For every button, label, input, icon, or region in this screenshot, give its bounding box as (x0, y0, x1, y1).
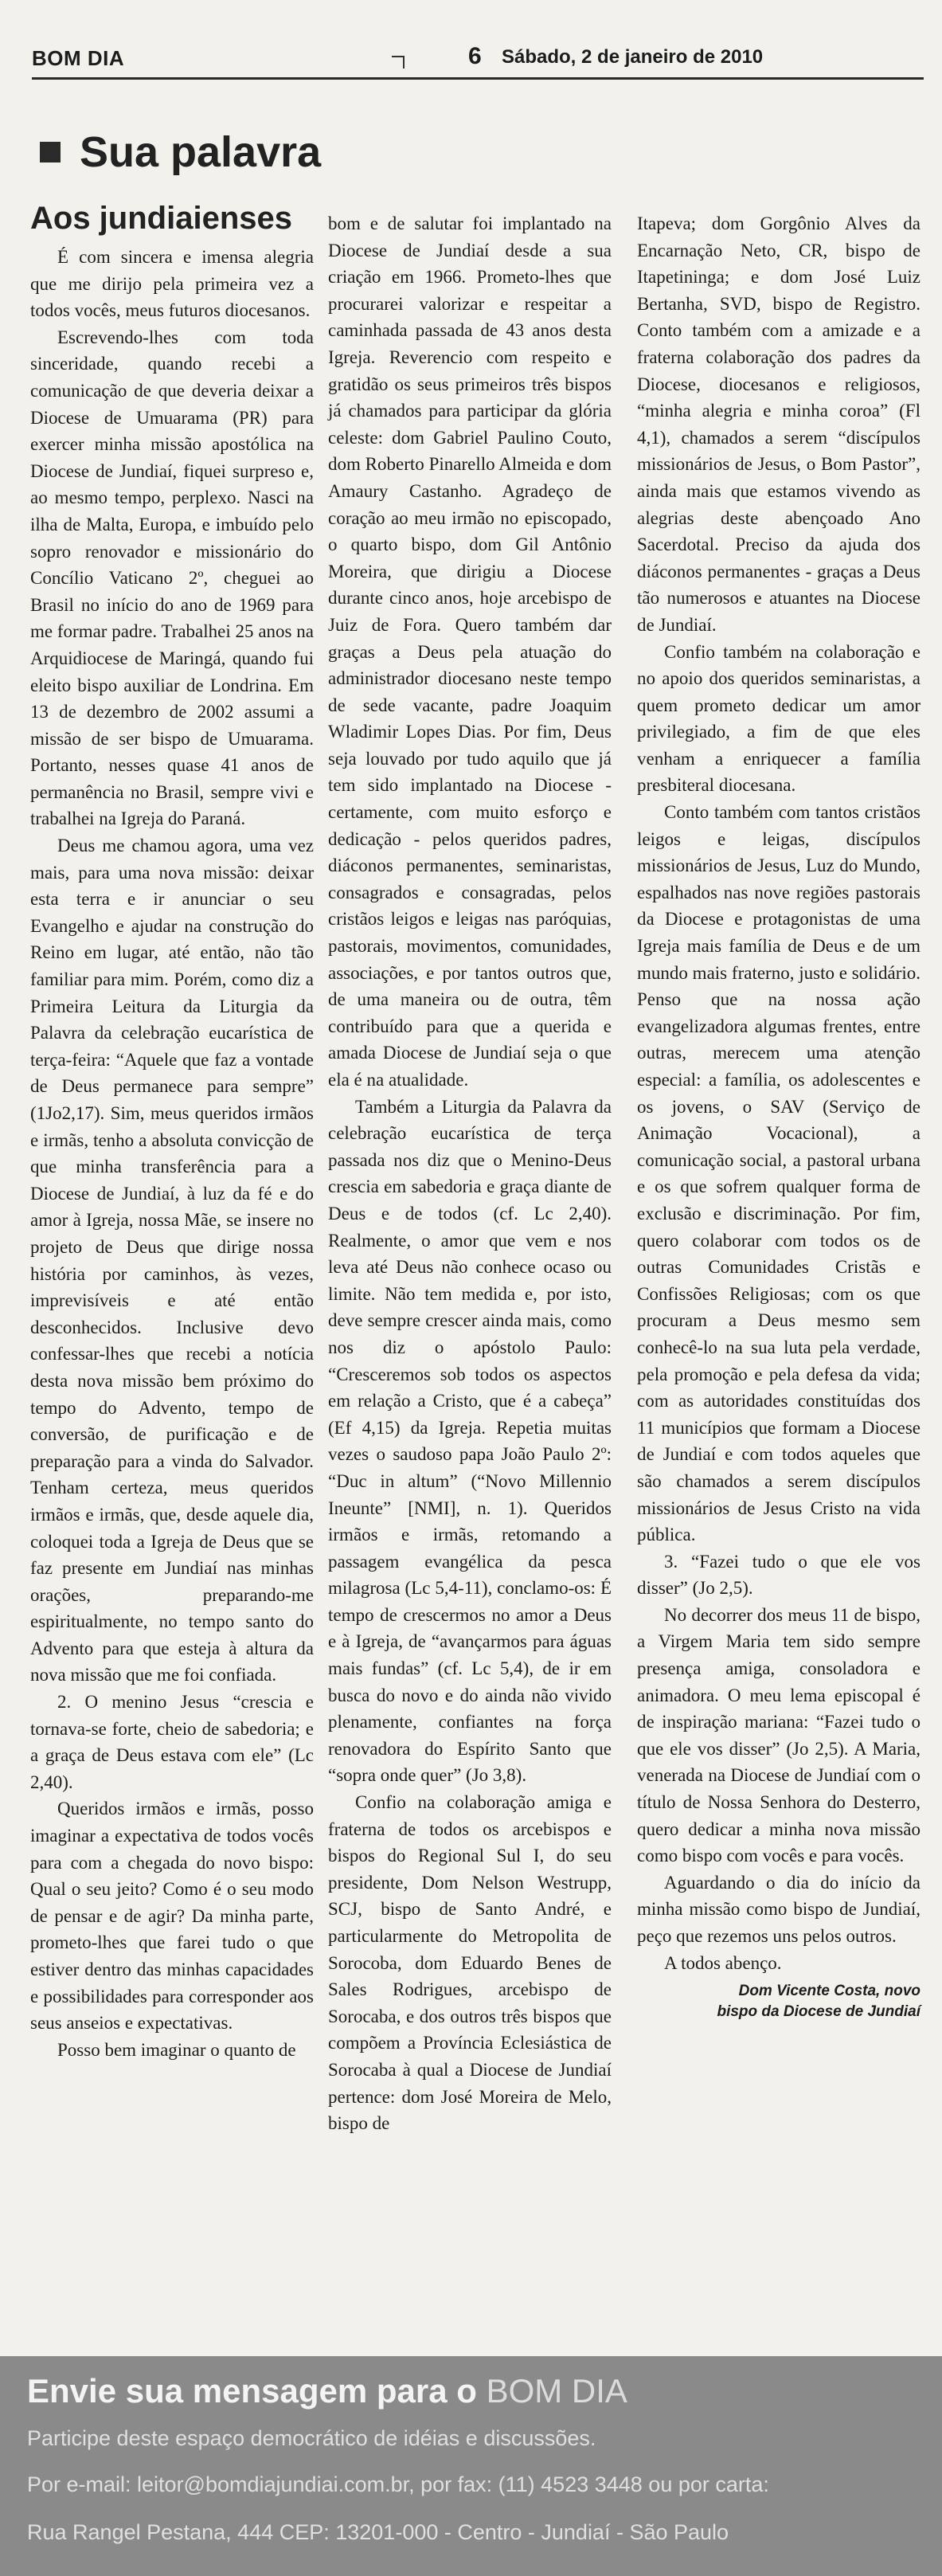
page-number: 6 (468, 43, 482, 69)
banner-contact-line: Por e-mail: leitor@bomdiajundiai.com.br, por fax: (11) 4523 3448 ou por carta: (27, 2472, 769, 2496)
page-header (32, 35, 924, 80)
paragraph: Queridos irmãos e irmãs, posso imaginar a expectativa de todos vocês para com a chegada do novo bispo: Qual o seu jeito? Como é o seu modo de pensar e de agir? Da minha parte, prometo-lhes que farei tudo o que estiver dentro das minhas capacidades e possibilidades para corresponder aos seus anseios e expectativas. (30, 1799, 314, 2034)
paragraph: Confio também na colaboração e no apoio dos queridos seminaristas, a quem prometo dedicar um amor privilegiado, a fim de que eles venham a enriquecer a família presbiteral diocesana. (637, 641, 921, 796)
paragraph: Escrevendo-lhes com toda sinceridade, quando recebi a comunicação de que deveria deixar a Diocese de Umuarama (PR) para exercer minha missão apostólica na Diocese de Jundiaí, fiquei surpreso e, ao mesmo tempo, perplexo. Nasci na ilha de Malta, Europa, e imbuído pelo sopro renovador e missionário do Concílio Vaticano 2º, cheguei ao Brasil no início do ano de 1969 para me formar padre. Trabalhei 25 anos na Arquidiocese de Maringá, quando fui eleito bispo auxiliar de Londrina. Em 13 de dezembro de 2002 assumi a missão de ser bispo de Umuarama. Portanto, nesses quase 41 anos de permanência no Brasil, sempre vivi e trabalhei na Igreja do Paraná. (30, 327, 314, 829)
issue-date: Sábado, 2 de janeiro de 2010 (502, 46, 764, 68)
paragraph: Deus me chamou agora, uma vez mais, para uma nova missão: deixar esta terra e ir anunciar o seu Evangelho e ajudar na construção do Reino em lugar, até então, não tão familiar para mim. Porém, como diz a Primeira Leitura da Liturgia da Palavra da celebração eucarística de terça-feira: “Aquele que faz a vontade de Deus permanece para sempre” (1Jo2,17). Sim, meus queridos irmãos e irmãs, tenho a absoluta convicção de que minha transferência para a Diocese de Jundiaí, à luz da fé e do amor à Igreja, nossa Mãe, se insere no projeto de Deus que dirige nossa história por caminhos, às vezes, imprevisíveis e até então desconhecidos. Inclusive devo confessar-lhes que recebi a notícia desta nova missão bem próximo do tempo do Advento, tempo de conversão, de purificação e de preparação para a vinda do Salvador. Tenham certeza, meus queridos irmãos e irmãs, que, desde aquele dia, coloquei toda a Igreja de Deus que se faz presente em Jundiaí nas minhas orações, preparando-me espiritualmente, no tempo santo do Advento para que esteja à altura da nova missão que me foi confiada. (30, 836, 314, 1685)
banner-line: Participe deste espaço democrático de idéias e discussões. (27, 2426, 596, 2450)
article-column-2 (328, 210, 612, 2137)
signature-line: bispo da Diocese de Jundiaí (717, 2003, 921, 2021)
section-title (40, 127, 321, 177)
paragraph: Confio na colaboração amiga e fraterna de todos os arcebispos e bispos do Regional Sul I, do seu presidente, Dom Nelson Westrupp, SCJ, bispo de Santo André, e particularmente do Metropolita de Sorocoba, dom Eduardo Benes de Sales Rodrigues, arcebispo de Sorocaba, e dos outros três bispos que compõem a Província Eclesiástica de Sorocaba à qual a Diocese de Jundiaí pertence: dom José Moreira de Melo, bispo de (328, 1792, 612, 2134)
paragraph: A todos abenço. (664, 1952, 782, 1973)
paragraph: 2. O menino Jesus “crescia e tornava-se forte, cheio de sabedoria; e a graça de Deus estava com ele” (Lc 2,40). (30, 1692, 314, 1792)
signature-line: Dom Vicente Costa, novo (738, 1983, 921, 2000)
paragraph: Posso bem imaginar o quanto de (57, 2039, 296, 2060)
banner-headline (27, 2372, 627, 2410)
banner-headline-brand: BOM DIA (486, 2372, 627, 2410)
paragraph: Conto também com tantos cristãos leigos e leigas, discípulos missionários de Jesus, Luz do Mundo, espalhados nas nove regiões pastorais da Diocese e protagonistas de uma Igreja mais família de Deus e de um mundo mais fraterno, justo e solidário. Penso que na nossa ação evangelizadora algumas frentes, entre outras, merecem uma atenção especial: a família, os adolescentes e os jovens, o SAV (Serviço de Animação Vocacional), a comunicação social, a pastoral urbana e os que sofrem qualquer forma de exclusão e discriminação. Por fim, quero colaborar com todos os de outras Comunidades Cristãs e Confissões Religiosas; com os que procuram a Deus mesmo sem conhecê-lo na sua luta pela verdade, pela promoção e pela defesa da vida; com as autoridades constituídas dos 11 municípios que formam a Diocese de Jundiaí e com todos aqueles que são chamados a serem discípulos missionários de Jesus Cristo na vida pública. (637, 802, 921, 1545)
square-bullet-icon (40, 142, 61, 162)
article-column-3 (637, 210, 921, 2022)
crop-mark-icon (392, 56, 405, 69)
section-title-text: Sua palavra (80, 128, 322, 176)
paragraph: 3. “Fazei tudo o que ele vos disser” (Jo 2,5). (637, 1551, 921, 1599)
article-title: Aos jundiaienses (30, 201, 292, 236)
reader-contact-banner (0, 2356, 942, 2576)
banner-address-line: Rua Rangel Pestana, 444 CEP: 13201-000 - Centro - Jundiaí - São Paulo (27, 2520, 729, 2544)
paragraph: Itapeva; dom Gorgônio Alves da Encarnação Neto, CR, bispo de Itapetininga; e dom José Luiz Bertanha, SVD, bispo de Registro. Conto também com a amizade e a fraterna colaboração dos padres da Diocese, diocesanos e religiosos, “minha alegria e minha coroa” (Fl 4,1), chamados a serem “discípulos missionários de Jesus, o Bom Pastor”, ainda mais que estamos vivendo as alegrias deste abençoado Ano Sacerdotal. Preciso da ajuda dos diáconos permanentes - graças a Deus tão numerosos e atuantes na Diocese de Jundiaí. (637, 213, 921, 635)
paragraph: É com sincera e imensa alegria que me dirijo pela primeira vez a todos vocês, meus futuros diocesanos. (30, 247, 314, 321)
paragraph: bom e de salutar foi implantado na Diocese de Jundiaí desde a sua criação em 1966. Prometo-lhes que procurarei valorizar e respeitar a caminhada passada de 43 anos desta Igreja. Reverencio com respeito e gratidão os seus primeiros três bispos já chamados para participar da glória celeste: dom Gabriel Paulino Couto, dom Roberto Pinarello Almeida e dom Amaury Castanho. Agradeço de coração ao meu irmão no episcopado, o quarto bispo, dom Gil Antônio Moreira, que dirigiu a Diocese durante cinco anos, hoje arcebispo de Juiz de Fora. Quero também dar graças a Deus pela atuação do administrador diocesano neste tempo de sede vacante, padre Joaquim Wladimir Lopes Dias. Por fim, Deus seja louvado por tudo aquilo que já tem sido implantado na Diocese - certamente, com muito esforço e dedicação - pelos queridos padres, diáconos permanentes, seminaristas, consagrados e consagradas, pelos cristãos leigos e leigas nas paróquias, pastorais, movimentos, comunidades, associações, e por tantos outros que, de uma maneira ou de outra, têm contribuído para que a querida e amada Diocese de Jundiaí seja o que ela é na atualidade. (328, 213, 612, 1090)
paragraph: No decorrer dos meus 11 de bispo, a Virgem Maria tem sido sempre presença amiga, consoladora e animadora. O meu lema episcopal é de inspiração mariana: “Fazei tudo o que ele vos disser” (Jo 2,5). A Maria, venerada na Diocese de Jundiaí com o título de Nossa Senhora do Desterro, quero dedicar a minha nova missão como bispo com vocês e para vocês. (637, 1604, 921, 1866)
article-column-1 (30, 244, 314, 2063)
paragraph: Aguardando o dia do início da minha missão como bispo de Jundiaí, peço que rezemos uns pelos outros. (637, 1872, 921, 1946)
paragraph: Também a Liturgia da Palavra da celebração eucarística de terça passada nos diz que o Menino-Deus crescia em sabedoria e graça diante de Deus e de todos (cf. Lc 2,40). Realmente, o amor que vem e nos leva até Deus não conhece ocaso ou limite. Não tem medida e, por isto, deve sempre crescer ainda mais, como nos diz o apóstolo Paulo: “Cresceremos sob todos os aspectos em relação a Cristo, que é a cabeça” (Ef 4,15) da Igreja. Repetia muitas vezes o saudoso papa João Paulo 2º: “Duc in altum” (“Novo Millennio Ineunte” [NMI], n. 1). Queridos irmãos e irmãs, retomando a passagem evangélica da pesca milagrosa (Lc 5,4-11), conclamo-os: É tempo de crescermos no amor a Deus e à Igreja, de “avançarmos para águas mais fundas” (cf. Lc 5,4), de ir em busca do novo e do ainda não vivido plenamente, confiantes na força renovadora do Espírito Santo que “sopra onde quer” (Jo 3,8). (328, 1096, 612, 1786)
author-signature (637, 1981, 921, 2022)
banner-headline-bold: Envie sua mensagem para o (27, 2372, 477, 2410)
newspaper-brand: BOM DIA (32, 46, 125, 70)
